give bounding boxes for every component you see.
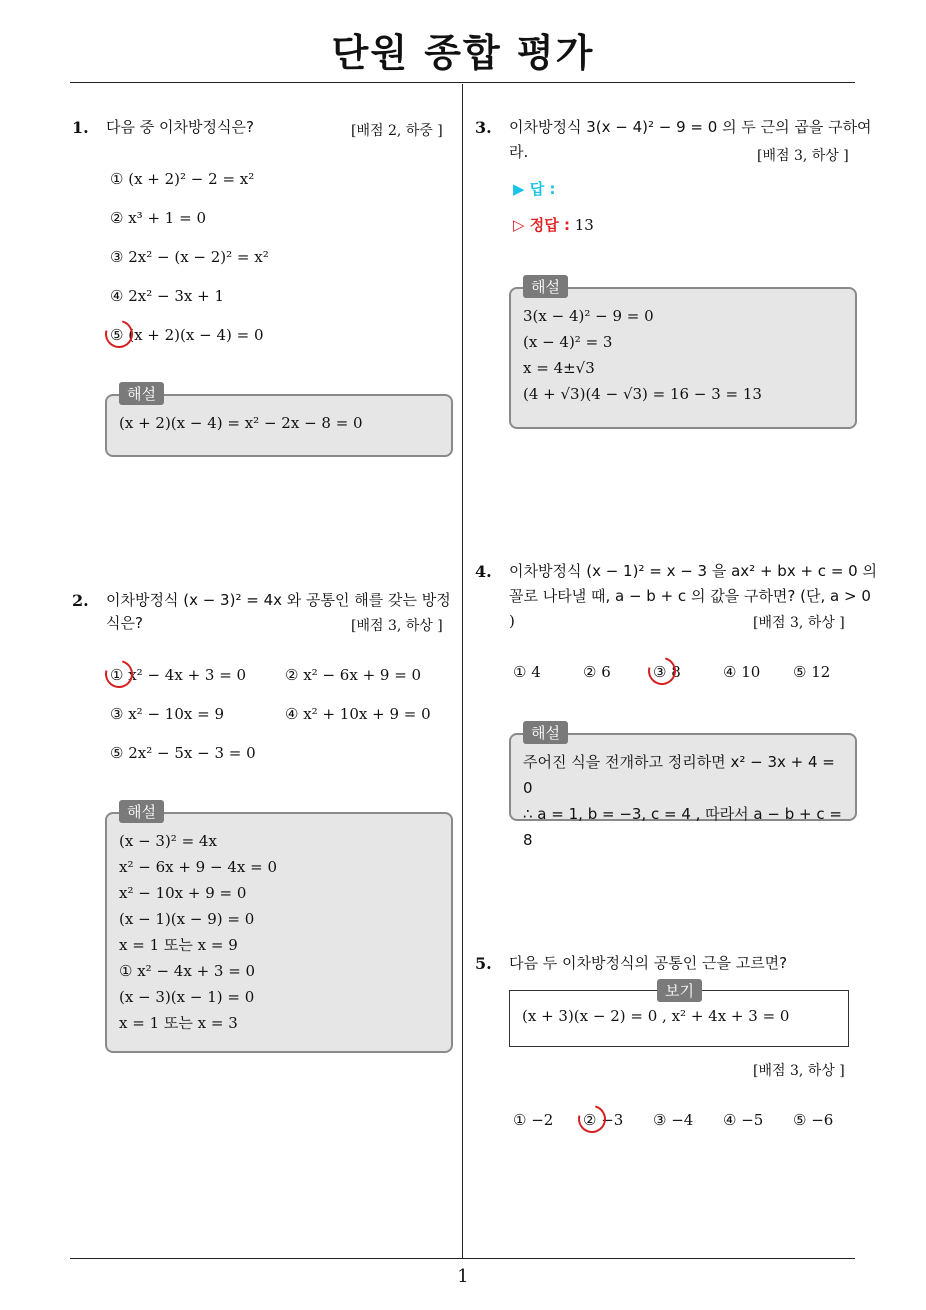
- column-divider: [462, 84, 463, 1258]
- q3-number: 3.: [475, 118, 492, 137]
- q5-number: 5.: [475, 954, 492, 973]
- q1-option-4[interactable]: ④ 2x² − 3x + 1: [110, 287, 224, 305]
- q1-answer-circle-mark: [100, 315, 138, 353]
- q5-option-2[interactable]: ② −3: [583, 1111, 624, 1129]
- q4-solution-box: [509, 733, 857, 849]
- q3-solution-line-3: x = 4±√3: [523, 359, 595, 377]
- q2-text-line2: 식은?: [106, 614, 143, 632]
- q2-option-4[interactable]: ④ x² + 10x + 9 = 0: [285, 705, 431, 723]
- q2-solution-line-8: x = 1 또는 x = 3: [119, 1014, 238, 1032]
- q4-points: [배점 3, 하상 ]: [753, 615, 845, 631]
- q4-solution-line-1: 주어진 식을 전개하고 정리하면 x² − 3x + 4 = 0: [523, 753, 835, 797]
- q5-text: 다음 두 이차방정식의 공통인 근을 고르면?: [509, 954, 788, 972]
- q2-solution-box: [105, 812, 453, 1053]
- q4-text-line1: 이차방정식 (x − 1)² = x − 3 을 ax² + bx + c = 0 의: [509, 562, 877, 580]
- q2-option-5[interactable]: ⑤ 2x² − 5x − 3 = 0: [110, 744, 256, 762]
- q2-solution-line-2: x² − 6x + 9 − 4x = 0: [119, 858, 277, 876]
- q4-answer-circle-mark: [643, 652, 681, 690]
- q2-text-line1: 이차방정식 (x − 3)² = 4x 와 공통인 해를 갖는 방정: [106, 591, 451, 609]
- q4-text-line3: ): [509, 612, 515, 630]
- q2-solution-line-7: (x − 3)(x − 1) = 0: [119, 988, 255, 1006]
- page-title: 단원 종합 평가: [331, 31, 595, 75]
- q5-option-3[interactable]: ③ −4: [653, 1111, 694, 1129]
- q1-option-3[interactable]: ③ 2x² − (x − 2)² = x²: [110, 248, 269, 266]
- q2-number: 2.: [72, 591, 89, 610]
- q2-solution-line-6: ① x² − 4x + 3 = 0: [119, 962, 256, 980]
- q2-option-1[interactable]: ① x² − 4x + 3 = 0: [110, 666, 247, 684]
- top-rule: [70, 82, 855, 83]
- q3-text-line2: 라.: [509, 143, 529, 161]
- q2-answer-circle-mark: [100, 655, 138, 693]
- q3-correct-label: ▷ 정답 :: [513, 216, 570, 234]
- q5-option-4[interactable]: ④ −5: [723, 1111, 764, 1129]
- q4-option-2[interactable]: ② 6: [583, 663, 611, 681]
- q5-option-5[interactable]: ⑤ −6: [793, 1111, 834, 1129]
- q2-solution-line-3: x² − 10x + 9 = 0: [119, 884, 247, 902]
- q3-solution-tag: 해설: [523, 275, 568, 298]
- q2-solution-line-1: (x − 3)² = 4x: [119, 832, 217, 850]
- q1-text: 다음 중 이차방정식은?: [106, 118, 254, 136]
- bottom-rule: [70, 1258, 855, 1259]
- q2-solution-line-4: (x − 1)(x − 9) = 0: [119, 910, 255, 928]
- q4-text-line2: 꼴로 나타낼 때, a − b + c 의 값을 구하면? (단, a > 0: [509, 587, 871, 605]
- q4-option-5[interactable]: ⑤ 12: [793, 663, 831, 681]
- page-number: 1: [457, 1266, 469, 1287]
- q3-solution-line-2: (x − 4)² = 3: [523, 333, 613, 351]
- q4-number: 4.: [475, 562, 492, 581]
- q5-example-tag: 보기: [657, 979, 702, 1002]
- q4-option-1[interactable]: ① 4: [513, 663, 541, 681]
- q4-option-4[interactable]: ④ 10: [723, 663, 761, 681]
- q5-example-content: (x + 3)(x − 2) = 0 , x² + 4x + 3 = 0: [522, 1007, 790, 1025]
- q3-correct-value: 13: [574, 216, 594, 234]
- q3-correct-answer: [513, 212, 594, 239]
- q3-solution-box: [509, 287, 857, 429]
- q2-option-2[interactable]: ② x² − 6x + 9 = 0: [285, 666, 422, 684]
- q3-answer-label: ▶ 답 :: [513, 180, 556, 198]
- q1-solution-line: (x + 2)(x − 4) = x² − 2x − 8 = 0: [119, 414, 363, 432]
- q3-points: [배점 3, 하상 ]: [757, 148, 849, 164]
- q1-option-2[interactable]: ② x³ + 1 = 0: [110, 209, 206, 227]
- q1-option-5[interactable]: ⑤ (x + 2)(x − 4) = 0: [110, 326, 264, 344]
- q2-solution-line-5: x = 1 또는 x = 9: [119, 936, 238, 954]
- q4-solution-line-2: ∴ a = 1, b = −3, c = 4 , 따라서 a − b + c = 8: [523, 805, 842, 849]
- q5-points: [배점 3, 하상 ]: [753, 1063, 845, 1079]
- q2-option-3[interactable]: ③ x² − 10x = 9: [110, 705, 224, 723]
- q1-number: 1.: [72, 118, 89, 137]
- q4-solution-tag: 해설: [523, 721, 568, 744]
- q5-option-1[interactable]: ① −2: [513, 1111, 554, 1129]
- q3-solution-line-1: 3(x − 4)² − 9 = 0: [523, 307, 654, 325]
- q2-points: [배점 3, 하상 ]: [351, 618, 443, 634]
- q5-answer-circle-mark: [573, 1100, 611, 1138]
- q3-text-line1: 이차방정식 3(x − 4)² − 9 = 0 의 두 근의 곱을 구하여: [509, 118, 872, 136]
- q1-solution-tag: 해설: [119, 382, 164, 405]
- q3-solution-line-4: (4 + √3)(4 − √3) = 16 − 3 = 13: [523, 385, 762, 403]
- q1-points: [배점 2, 하중 ]: [351, 123, 443, 139]
- q1-option-1[interactable]: ① (x + 2)² − 2 = x²: [110, 170, 255, 188]
- q2-solution-tag: 해설: [119, 800, 164, 823]
- q4-option-3[interactable]: ③ 8: [653, 663, 681, 681]
